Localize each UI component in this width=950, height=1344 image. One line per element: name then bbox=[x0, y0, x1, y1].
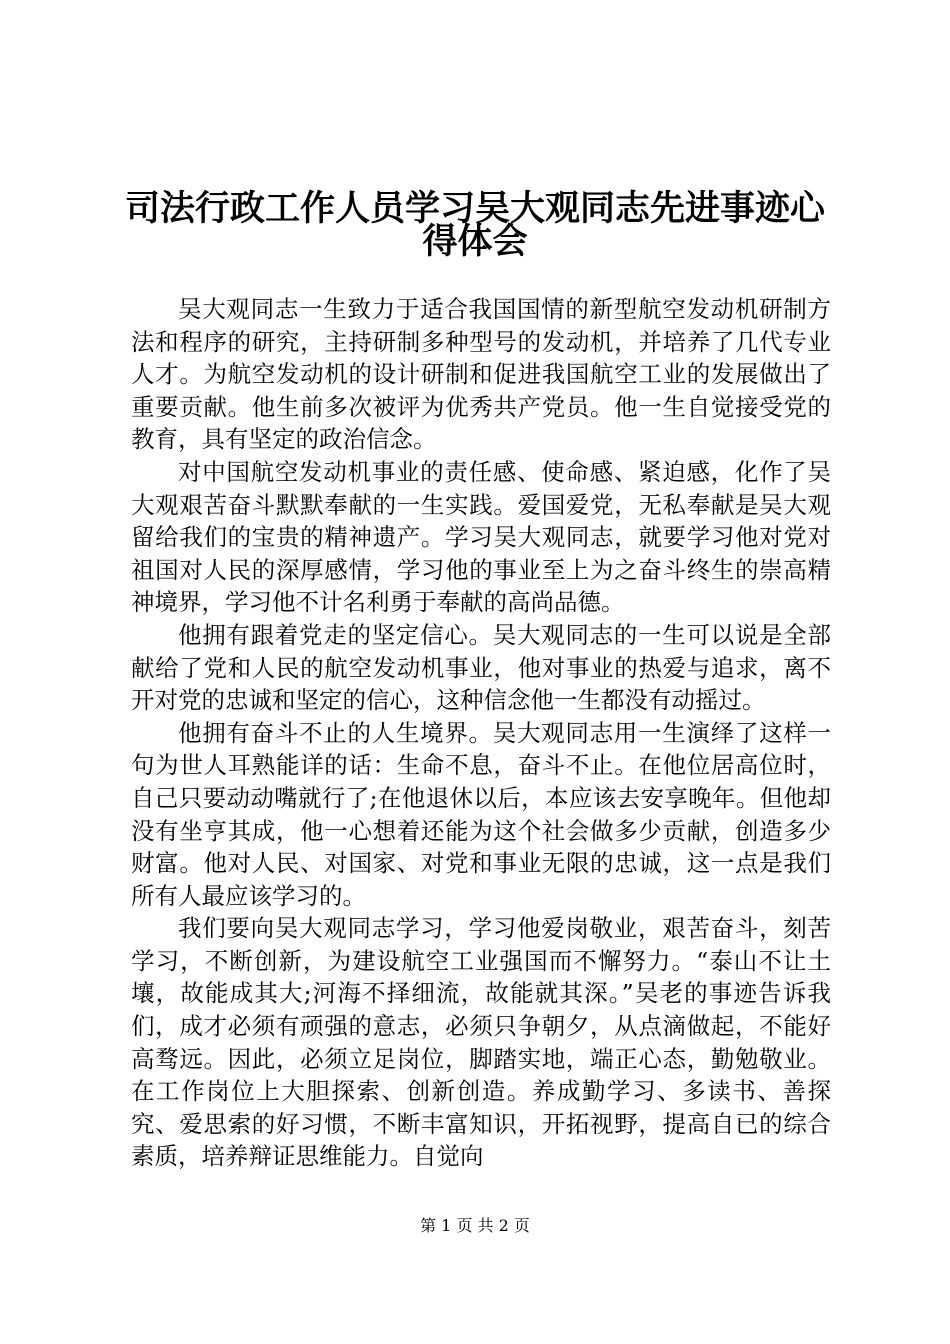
document-title-line-1: 司法行政工作人员学习吴大观同志先进事迹心 bbox=[124, 188, 825, 229]
paragraph-1: 吴大观同志一生致力于适合我国国情的新型航空发动机研制方法和程序的研究，主持研制多种型号的发动机，并培养了几代专业人才。为航空发动机的设计研制和促进我国航空工业的发展做出了重要贡献。他生前多次被评为优秀共产党员。他一生自觉接受党的教育，具有坚定的政治信念。 bbox=[131, 295, 831, 454]
paragraph-4: 他拥有奋斗不止的人生境界。吴大观同志用一生演绎了这样一句为世人耳熟能详的话：生命不息，奋斗不止。在他位居高位时，自己只要动动嘴就行了;在他退休以后，本应该去安享晚年。但他却没有坐亨其成，他一心想着还能为这个社会做多少贡献，创造多少财富。他对人民、对国家、对党和事业无限的忠诚，这一点是我们所有人最应该学习的。 bbox=[131, 718, 831, 910]
document-title-line-2: 得体会 bbox=[422, 221, 528, 262]
paragraph-3: 他拥有跟着党走的坚定信心。吴大观同志的一生可以说是全部献给了党和人民的航空发动机事业，他对事业的热爱与追求，离不开对党的忠诚和坚定的信心，这种信念他一生都没有动摇过。 bbox=[131, 620, 831, 715]
paragraph-2: 对中国航空发动机事业的责任感、使命感、紧迫感，化作了吴大观艰苦奋斗默默奉献的一生实践。爱国爱党，无私奉献是吴大观留给我们的宝贵的精神遗产。学习吴大观同志，就要学习他对党对祖国对人民的深厚感情，学习他的事业至上为之奋斗终生的崇高精神境界，学习他不计名利勇于奉献的高尚品德。 bbox=[131, 457, 831, 617]
document-body bbox=[131, 293, 831, 1173]
paragraph-5: 我们要向吴大观同志学习，学习他爱岗敬业，艰苦奋斗，刻苦学习，不断创新，为建设航空工业强国而不懈努力。“泰山不让土壤，故能成其大;河海不择细流，故能就其深。”吴老的事迹告诉我们，成才必须有顽强的意志，必须只争朝夕，从点滴做起，不能好高骛远。因此，必须立足岗位，脚踏实地，端正心态，勤勉敬业。在工作岗位上大胆探索、创新创造。养成勤学习、多读书、善探究、爱思索的好习惯，不断丰富知识，开拓视野，提高自已的综合素质，培养辩证思维能力。自觉向 bbox=[131, 914, 831, 1171]
page-footer: 第 1 页 共 2 页 bbox=[420, 1216, 530, 1235]
